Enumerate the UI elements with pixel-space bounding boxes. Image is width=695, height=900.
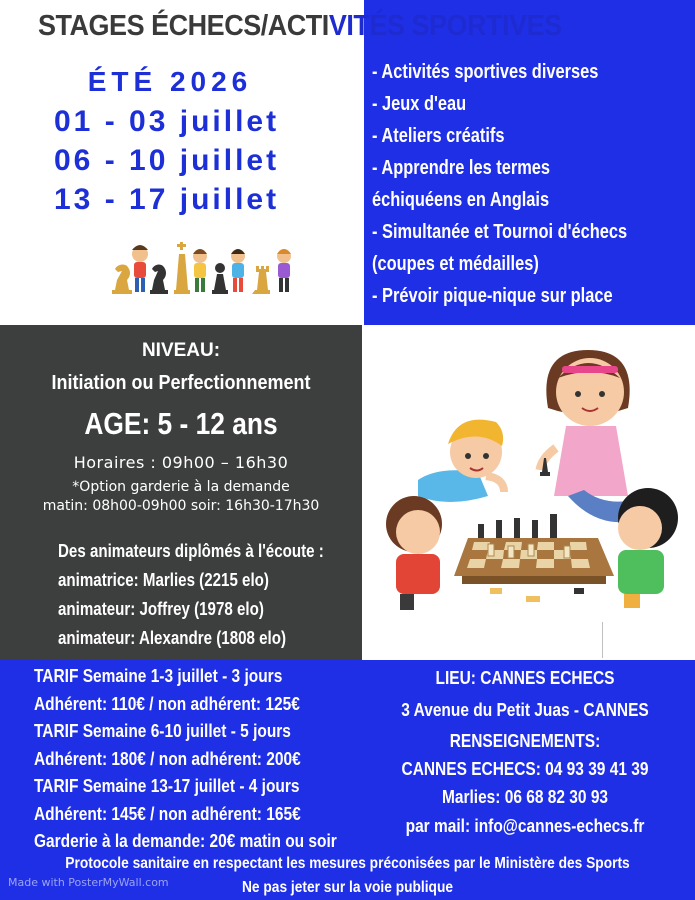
watermark: Made with PosterMyWall.com	[8, 876, 169, 889]
price-item: Adhérent: 180€ / non adhérent: 200€	[34, 748, 301, 769]
season-label: ÉTÉ 2026	[87, 66, 253, 97]
boy-figure-icon	[386, 496, 442, 610]
staff-block	[58, 537, 358, 653]
girl-lying-figure-icon	[418, 420, 504, 502]
contact-block	[370, 663, 680, 841]
activities-list	[372, 56, 692, 312]
kid-figure-icon	[193, 249, 207, 292]
pricing-list	[34, 663, 384, 856]
staff-member: animatrice: Marlies (2215 elo)	[58, 570, 269, 590]
chess-pieces-icon	[574, 588, 584, 594]
info-label: RENSEIGNEMENTS:	[449, 731, 601, 751]
title-right-part: VITÉS SPORTIVES	[328, 10, 562, 42]
chess-knight-icon	[112, 265, 132, 294]
marlies-phone: Marlies: 06 68 82 30 93	[441, 787, 609, 807]
address: 3 Avenue du Petit Juas - CANNES	[401, 700, 649, 720]
litter-notice: Ne pas jeter sur la voie publique	[241, 879, 454, 896]
staff-intro: Des animateurs diplômés à l'écoute :	[58, 541, 324, 561]
daycare-option: *Option garderie à la demande	[72, 479, 290, 495]
session-date: 01 - 03 juillet	[54, 105, 280, 138]
title-left-part: STAGES ÉCHECS/ACTI	[38, 10, 329, 42]
staff-member: animateur: Joffrey (1978 elo)	[58, 599, 264, 619]
staff-member: animateur: Alexandre (1808 elo)	[58, 628, 287, 648]
dates-block	[20, 62, 360, 219]
level-label: NIVEAU:	[141, 340, 221, 361]
schedule-hours: Horaires : 09h00 – 16h30	[73, 453, 289, 472]
poster-title	[38, 10, 615, 46]
activity-item: (coupes et médailles)	[372, 253, 539, 275]
activity-item: - Apprendre les termes	[372, 157, 551, 179]
kid-figure-icon	[277, 249, 291, 292]
kids-chess-pieces-illustration	[108, 234, 298, 298]
chess-rook-icon	[252, 266, 270, 294]
activity-item: - Simultanée et Tournoi d'échecs	[372, 221, 628, 243]
price-item: Adhérent: 145€ / non adhérent: 165€	[34, 803, 301, 824]
level-block	[0, 336, 362, 516]
chess-pieces-icon	[490, 588, 540, 602]
kids-playing-chess-illustration	[378, 348, 678, 616]
session-date: 13 - 17 juillet	[54, 183, 280, 216]
club-phone: CANNES ECHECS: 04 93 39 41 39	[401, 759, 649, 779]
activity-item: - Ateliers créatifs	[372, 125, 505, 147]
activity-item: - Jeux d'eau	[372, 93, 467, 115]
divider-line	[602, 622, 603, 658]
girl-figure-icon	[618, 488, 678, 608]
activity-item: - Activités sportives diverses	[372, 61, 599, 83]
chess-king-icon	[174, 242, 190, 294]
email-contact[interactable]: par mail: info@cannes-echecs.fr	[405, 816, 645, 836]
location-label: LIEU: CANNES ECHECS	[435, 668, 615, 688]
price-item: Adhérent: 110€ / non adhérent: 125€	[34, 693, 300, 714]
age-range: AGE: 5 - 12 ans	[84, 406, 278, 441]
level-value: Initiation ou Perfectionnement	[51, 372, 311, 394]
session-date: 06 - 10 juillet	[54, 144, 280, 177]
activity-item: échiquéens en Anglais	[372, 189, 550, 211]
daycare-hours: matin: 08h00-09h00 soir: 16h30-17h30	[42, 498, 320, 514]
price-item: Garderie à la demande: 20€ matin ou soir	[34, 831, 337, 851]
kid-figure-icon	[231, 249, 245, 292]
girl-figure-icon	[540, 350, 638, 522]
price-item: TARIF Semaine 1-3 juillet - 3 jours	[34, 666, 283, 686]
activity-item: - Prévoir pique-nique sur place	[372, 285, 613, 307]
sanitary-protocol: Protocole sanitaire en respectant les mesures préconisées par le Ministère des Sports	[65, 855, 630, 872]
chess-pieces-icon	[478, 514, 557, 538]
chess-pawn-icon	[212, 263, 228, 294]
kid-figure-icon	[132, 245, 148, 292]
price-item: TARIF Semaine 13-17 juillet - 4 jours	[34, 776, 300, 796]
price-item: TARIF Semaine 6-10 juillet - 5 jours	[34, 721, 291, 741]
chess-knight-icon	[150, 265, 168, 294]
